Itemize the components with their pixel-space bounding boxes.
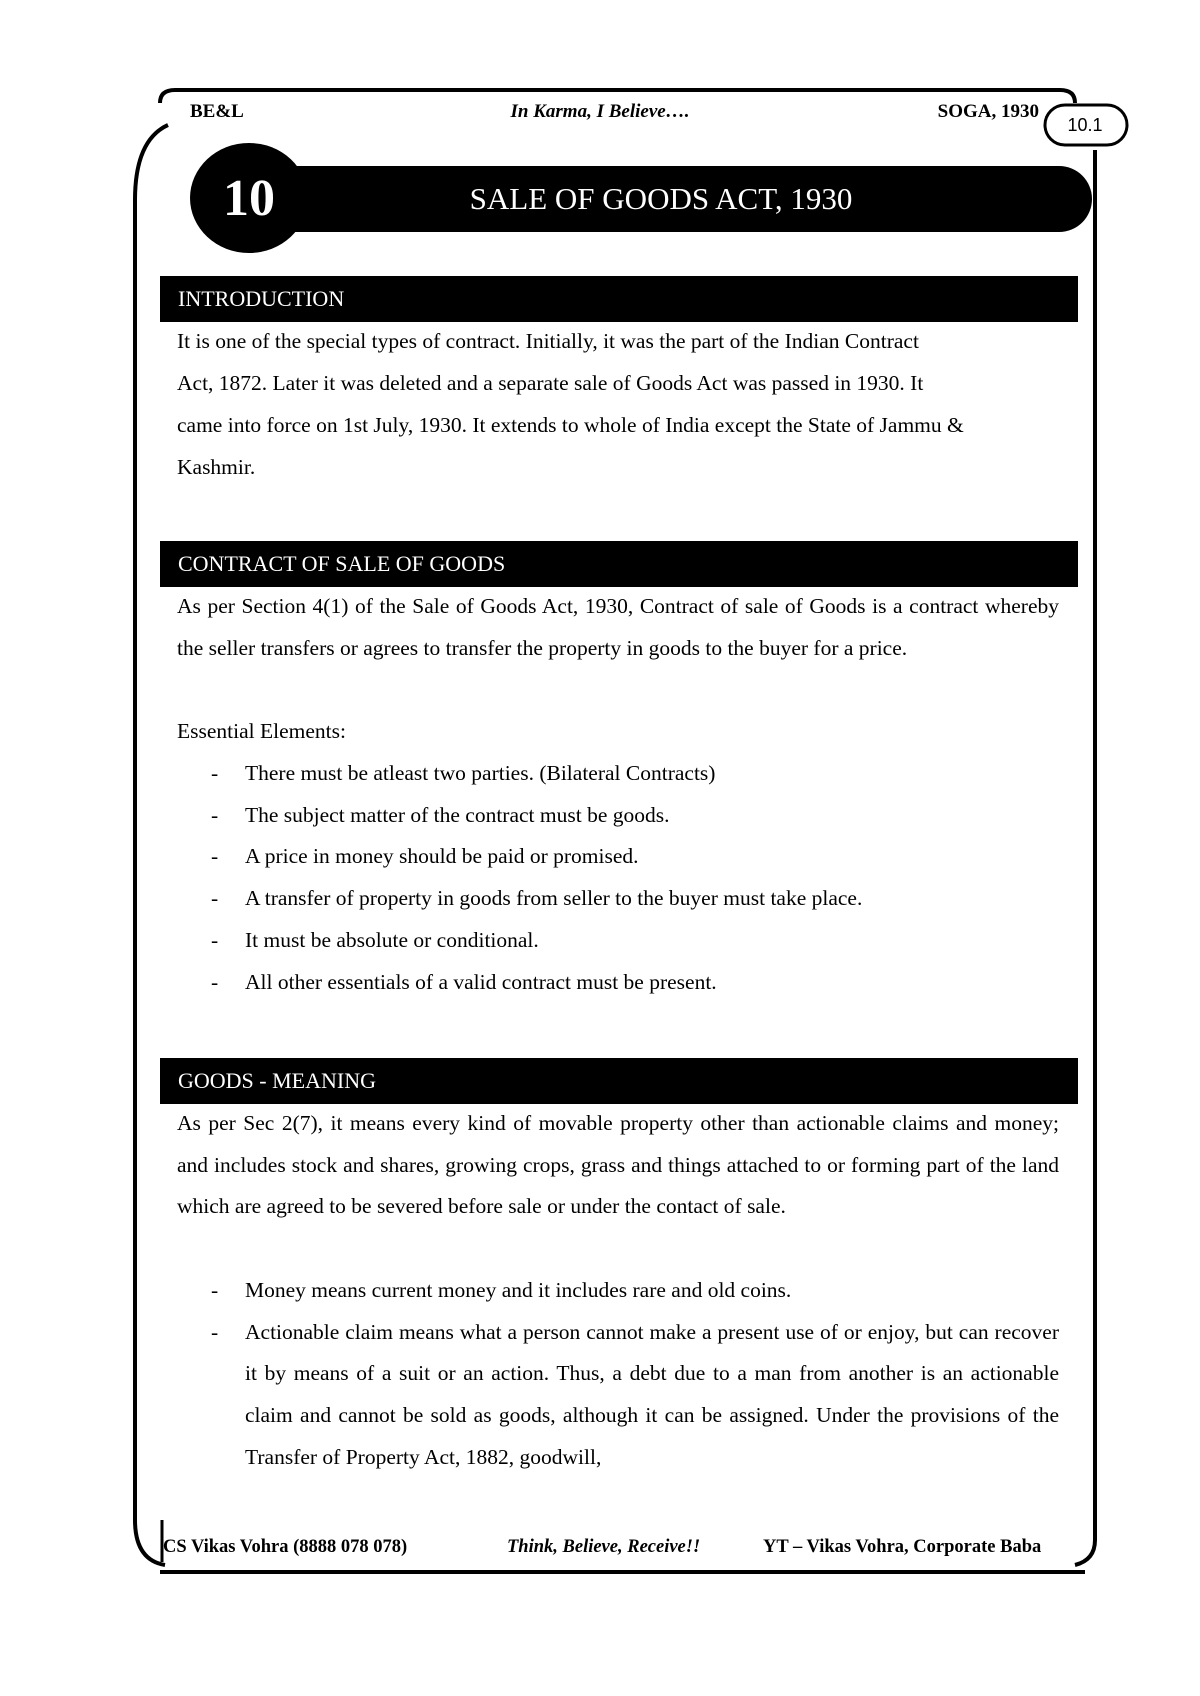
header-chapter-ref: SOGA, 1930 (937, 101, 1039, 122)
contract-definition: As per Section 4(1) of the Sale of Goods Act, 1930, Contract of sale of Goods is a contract whereby the seller transfers or agrees to transfer the property in goods to the buyer for a price. (177, 594, 1059, 660)
section-heading-goods: GOODS - MEANING (160, 1058, 1078, 1104)
list-item: - All other essentials of a valid contract must be present. (211, 969, 717, 994)
goods-definition: As per Sec 2(7), it means every kind of movable property other than actionable claims and money; and includes stock and shares, growing crops, grass and things attached to or forming part of the land which are agreed to be severed before sale or under the contact of sale. (177, 1111, 1059, 1219)
page-number: 10.1 (1067, 114, 1103, 135)
footer-motto: Think, Believe, Receive!! (507, 1537, 701, 1557)
list-item: - A transfer of property in goods from seller to the buyer must take place. (211, 886, 863, 911)
intro-line: Kashmir. (177, 455, 256, 479)
chapter-title: SALE OF GOODS ACT, 1930 (469, 181, 853, 216)
section-heading-introduction: INTRODUCTION (160, 276, 1078, 322)
goods-notes-list (0, 1270, 1059, 1479)
intro-line: came into force on 1st July, 1930. It extends to whole of India except the State of Jammu & (177, 413, 964, 437)
chapter-number: 10 (190, 143, 308, 253)
essential-elements-label: Essential Elements: (177, 719, 346, 743)
list-item: - It must be absolute or conditional. (211, 927, 539, 952)
essential-elements-list (0, 753, 862, 1003)
footer-author: CS Vikas Vohra (8888 078 078) (163, 1537, 408, 1557)
list-item: - The subject matter of the contract must be goods. (211, 802, 670, 827)
list-item: - A price in money should be paid or promised. (211, 844, 639, 869)
list-item: - Money means current money and it includes rare and old coins. (211, 1278, 792, 1302)
intro-line: Act, 1872. Later it was deleted and a separate sale of Goods Act was passed in 1930. It (177, 371, 924, 395)
footer-channel: YT – Vikas Vohra, Corporate Baba (763, 1537, 1042, 1557)
section-heading-contract: CONTRACT OF SALE OF GOODS (160, 541, 1078, 587)
list-item: - There must be atleast two parties. (Bilateral Contracts) (211, 761, 716, 785)
header-subject: BE&L (190, 101, 244, 122)
header-motto: In Karma, I Believe…. (510, 101, 690, 122)
list-item: - Actionable claim means what a person cannot make a present use of or enjoy, but can recover it by means of a suit or an action. Thus, a debt due to a man from another is an actionable claim and cannot be sold as goods, although it can be assigned. Under the provisions of the Transfer of Property Act, 1882, goodwill, (211, 1319, 1059, 1469)
intro-line: It is one of the special types of contract. Initially, it was the part of the Indian Contract (177, 329, 919, 353)
